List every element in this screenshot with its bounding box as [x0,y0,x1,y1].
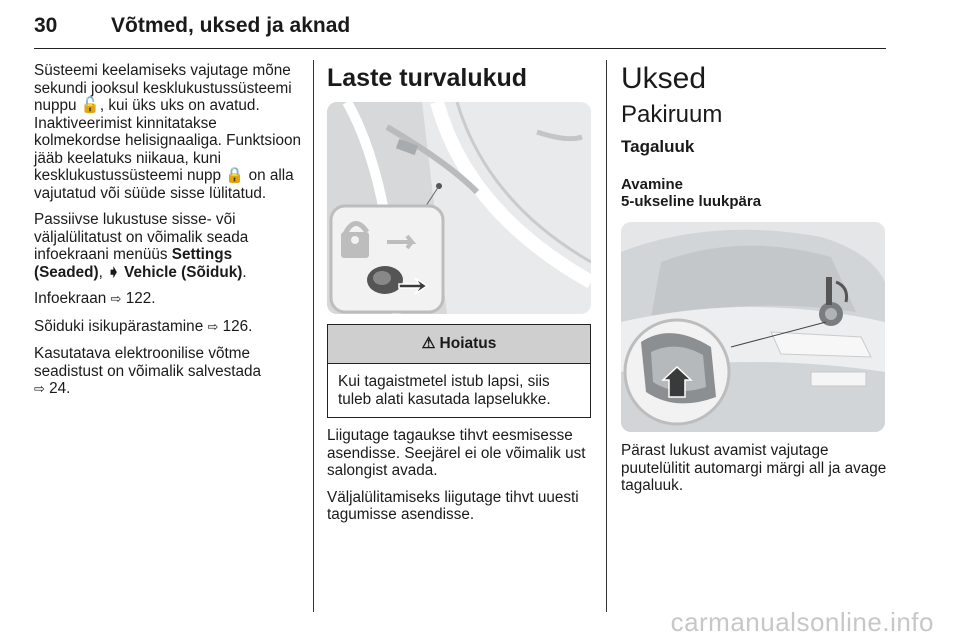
vehicle-menu-label: Vehicle (Sõiduk) [119,263,243,281]
column-2 [327,62,595,523]
subsection-title-load-compartment: Pakiruum [621,101,723,128]
arrow-icon: ➧ [107,263,120,281]
warning-text: Kui tagaistmetel istub lapsi, siis tuleb alati kasutada lapselukke. [338,373,551,408]
paragraph-key-settings: Kasutatava elektroonilise võtme seadistust on võimalik salvestada ⇨ 24. [34,345,262,397]
paragraph-engage-lock: Liigutage tagaukse tihvt eesmisesse asendisse. Seejärel ei ole võimalik ust salongist avada. [327,427,586,479]
column-3 [621,62,889,504]
reference-personalization: Sõiduki isikupärastamine ⇨ 126. [34,317,253,335]
child-lock-illustration [327,102,591,314]
page-number: 30 [34,14,58,37]
section-title-doors: Uksed [621,62,707,95]
column-divider [606,60,607,612]
heading-hatchback: 5-ukseline luukpära [621,193,762,210]
column-divider [313,60,314,612]
paragraph-disengage-lock: Väljalülitamiseks liigutage tihvt uuesti tagumisse asendisse. [327,488,579,523]
page-reference-icon: ⇨ [207,319,219,335]
child-lock-instructions [327,427,595,533]
paragraph-open-tailgate: Pärast lukust avamist vajutage puutelülitit automargi märgi all ja avage tagaluuk. [621,442,887,494]
paragraph-disable-system: Süsteemi keelamiseks vajutage mõne sekundi jooksul kesklukustussüsteemi nuppu 🔓, kui üks uks on avatud. Inaktiveerimist kinnitatakse kolmekordse helisignaaliga. Funktsioon jääb keelatuks niikaua, kuni kesklukustussüsteemi nupp 🔒 on alla vajutatud või süüde sisse lülitatud. [34,62,301,202]
reference-infodisplay: Infoekraan ⇨ 122. [34,290,156,307]
heading-opening: Avamine [621,176,683,193]
column-1 [34,62,304,408]
chapter-title: Võtmed, uksed ja aknad [111,14,351,37]
watermark: carmanualsonline.info [670,607,934,637]
section-title-child-locks: Laste turvalukud [327,64,528,92]
warning-header [328,325,590,364]
page-reference-icon: ⇨ [110,292,122,307]
warning-title: Hoiatus [439,335,497,353]
warning-triangle-icon: ⚠ [421,335,436,353]
warning-box [327,324,591,418]
page-header [34,4,886,49]
heading-tailgate: Tagaluuk [621,137,695,156]
paragraph-passive-lock: Passiivse lukustuse sisse- või väljalülitatust on võimalik seada infoekraani menüüs Settings (Seaded), ➧ Vehicle (Sõiduk). [34,211,249,281]
settings-menu-label: Settings (Seaded) [34,246,233,281]
page-reference-icon: ⇨ [34,382,45,397]
tailgate-illustration [621,222,885,432]
